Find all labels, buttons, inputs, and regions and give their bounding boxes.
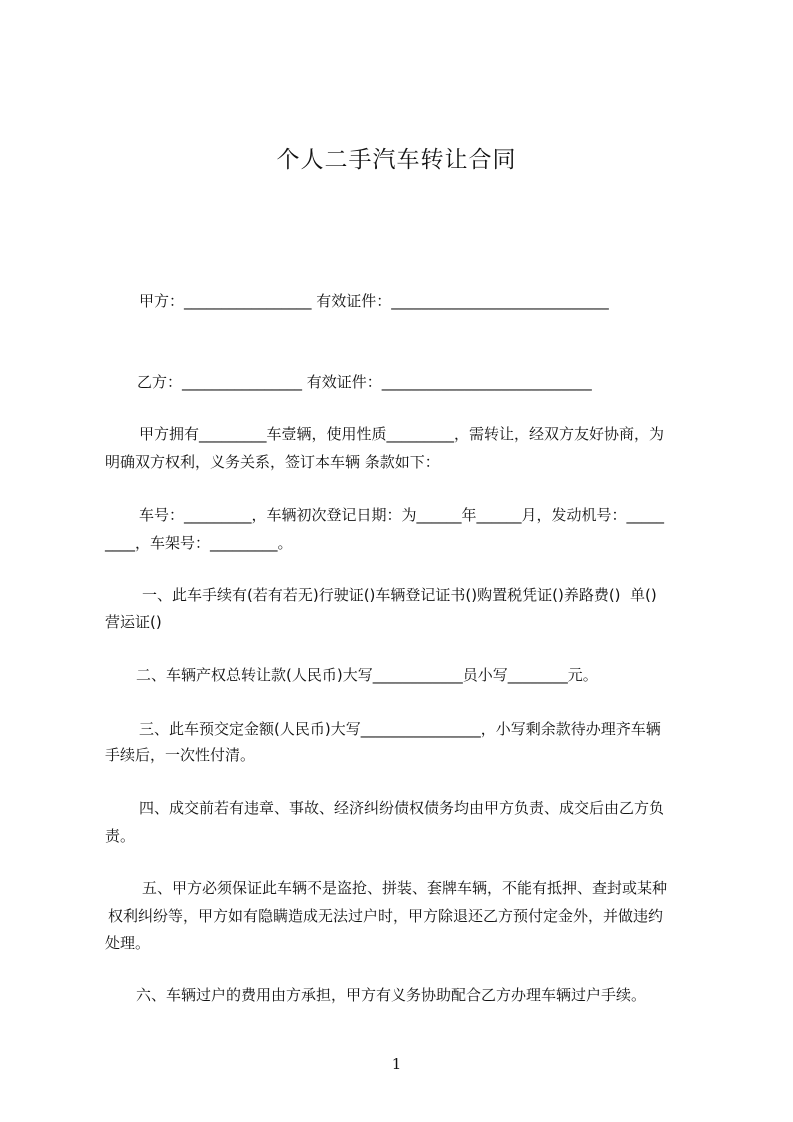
clause-5-line-3: 处理。 xyxy=(105,934,151,952)
clause-4-line-1: 四、成交前若有违章、事故、经济纠纷债权债务均由甲方负责、成交后由乙方负 xyxy=(139,799,665,817)
clause-3-line-1: 三、此车预交定金额(人民币)大写________________，小写剩余款待办理齐车辆 xyxy=(139,720,661,738)
document-title: 个人二手汽车转让合同 xyxy=(276,147,517,173)
clause-5-line-2: 权利纠纷等，甲方如有隐瞒造成无法过户时，甲方除退还乙方预付定金外，并做违约 xyxy=(108,907,664,925)
clause-1-line-2: 营运证() xyxy=(105,613,162,631)
clause-4-line-2: 责。 xyxy=(105,827,136,845)
intro-line-1: 甲方拥有_________车壹辆，使用性质_________，需转让，经双方友好协商，为 xyxy=(139,425,665,443)
vehicle-line-1: 车号：_________，车辆初次登记日期：为______年______月，发动机号：_____ xyxy=(139,506,665,524)
page-number: 1 xyxy=(391,1055,402,1073)
clause-5-line-1: 五、甲方必须保证此车辆不是盗抢、拼装、套牌车辆，不能有抵押、查封或某种 xyxy=(142,879,668,897)
clause-3-line-2: 手续后，一次性付清。 xyxy=(105,746,256,764)
party-b-line: 乙方：________________ 有效证件：____________________________ xyxy=(137,373,592,391)
clause-6-line-1: 六、车辆过户的费用由方承担，甲方有义务协助配合乙方办理车辆过户手续。 xyxy=(136,986,647,1004)
party-a-line: 甲方：_________________ 有效证件：_____________________________ xyxy=(139,292,609,310)
clause-1-line-1: 一、此车手续有(若有若无)行驶证()车辆登记证书()购置税凭证()养路费() 单() xyxy=(142,586,657,604)
clause-2-line-1: 二、车辆产权总转让款(人民币)大写____________员小写________元。 xyxy=(136,666,598,684)
vehicle-line-2: ____，车架号：_________。 xyxy=(105,534,293,552)
intro-line-2: 明确双方权利，义务关系，签订本车辆 条款如下： xyxy=(105,453,440,471)
